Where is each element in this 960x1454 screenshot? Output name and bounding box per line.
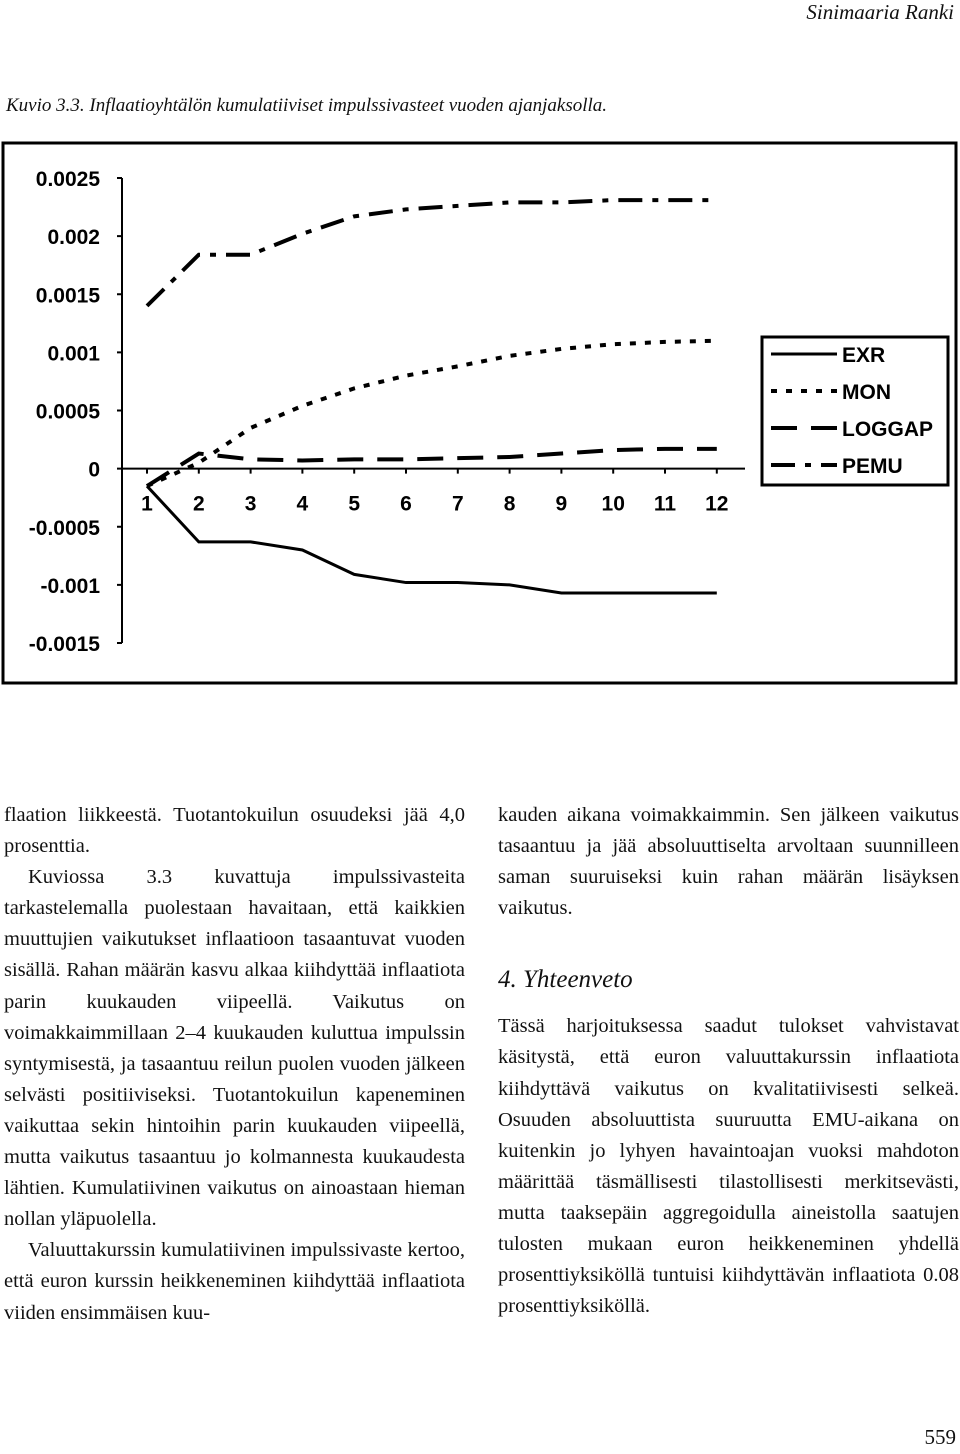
x-tick-label: 6 bbox=[400, 492, 412, 516]
page-number: 559 bbox=[924, 1425, 956, 1449]
x-tick-label: 10 bbox=[601, 492, 625, 516]
figure-caption: Kuvio 3.3. Inflaatioyhtälön kumulatiiviset impulssivasteet vuoden ajanjaksolla. bbox=[6, 95, 608, 116]
paragraph: kauden aikana voimakkaimmin. Sen jälkeen vaikutus tasaantuu ja jää absoluuttiselta arvoltaan suunnilleen saman suuruiseksi kuin rahan määrän lisäyksen vaikutus. bbox=[498, 804, 959, 920]
legend-label-loggap: LOGGAP bbox=[842, 418, 934, 441]
x-tick-label: 7 bbox=[451, 492, 464, 516]
x-tick-label: 4 bbox=[296, 492, 309, 516]
x-tick-label: 2 bbox=[192, 492, 205, 516]
y-tick-label: 0 bbox=[88, 458, 100, 482]
impulse-response-chart bbox=[0, 140, 960, 688]
x-tick-label: 3 bbox=[244, 492, 257, 516]
y-tick-label: -0.0015 bbox=[28, 633, 100, 656]
paragraph: Valuuttakurssin kumulatiivinen impulssivaste kertoo, että euron kurssin heikkeneminen kiihdyttää inflaatiota viiden ensimmäisen kuu- bbox=[4, 1239, 465, 1324]
y-tick-label: -0.001 bbox=[40, 574, 100, 598]
x-tick-label: 12 bbox=[705, 492, 729, 516]
x-tick-label: 8 bbox=[503, 492, 516, 516]
y-tick-label: 0.002 bbox=[47, 226, 100, 250]
paragraph: flaation liikkeestä. Tuotantokuilun osuudeksi jää 4,0 prosenttia. bbox=[4, 804, 465, 858]
x-tick-label: 5 bbox=[348, 492, 361, 516]
paragraph: Kuviossa 3.3 kuvattuja impulssivasteita tarkastelemalla puolestaan havaitaan, että kaikkien muuttujien vaikutukset inflaatioon tasaantuvat vuoden sisällä. Rahan määrän kasvu alkaa kiihdyttää inflaatiota parin kuukauden viipeellä. Vaikutus on voimakkaimmillaan 2–4 kuukauden kuluttua impulssin syntymisestä, ja tasaantuu reilun puolen vuoden jälkeen selvästi positiiviseksi. Tuotantokuilun kapeneminen vaikuttaa sekin hintoihin parin kuukauden viipeellä, mutta vaikutus tasaantuu jo kolmannesta kuukaudesta lähtien. Kumulatiivinen vaikutus on ainoastaan hieman nollan yläpuolella. bbox=[4, 866, 465, 1231]
y-tick-label: 0.001 bbox=[47, 342, 100, 366]
y-tick-label: 0.0015 bbox=[35, 284, 100, 308]
x-tick-label: 11 bbox=[653, 492, 677, 516]
legend-label-mon: MON bbox=[842, 381, 891, 404]
running-header-author: Sinimaaria Ranki bbox=[806, 0, 954, 24]
left-text-column bbox=[4, 800, 465, 1329]
legend-label-exr: EXR bbox=[842, 344, 886, 367]
y-tick-label: 0.0025 bbox=[35, 168, 100, 191]
x-tick-label: 1 bbox=[141, 492, 153, 516]
paragraph: Tässä harjoituksessa saadut tulokset vahvistavat käsitystä, että euron valuuttakurssin inflaatiota kiihdyttävä vaikutus on kvalitatiivisesti selkeä. Osuuden absoluuttista suuruutta EMU-aikana on kuitenkin jo lyhyen havaintoajan vuoksi mahdoton määrittää täsmällisesti tilastollisesti merkitsevästi, mutta taaksepäin aggregoidulla aineistolla saatujen tulosten mukaan euron heikkeneminen yhdellä prosenttiyksiköllä tuntuisi kiihdyttävän inflaatiota 0.08 prosenttiyksiköllä. bbox=[498, 1015, 959, 1318]
section-heading: 4. Yhteenveto bbox=[498, 966, 633, 994]
x-tick-label: 9 bbox=[555, 492, 568, 516]
right-text-column bbox=[498, 800, 959, 1322]
y-tick-label: -0.0005 bbox=[28, 516, 100, 540]
y-tick-label: 0.0005 bbox=[35, 400, 100, 424]
legend-label-pemu: PEMU bbox=[842, 455, 903, 478]
